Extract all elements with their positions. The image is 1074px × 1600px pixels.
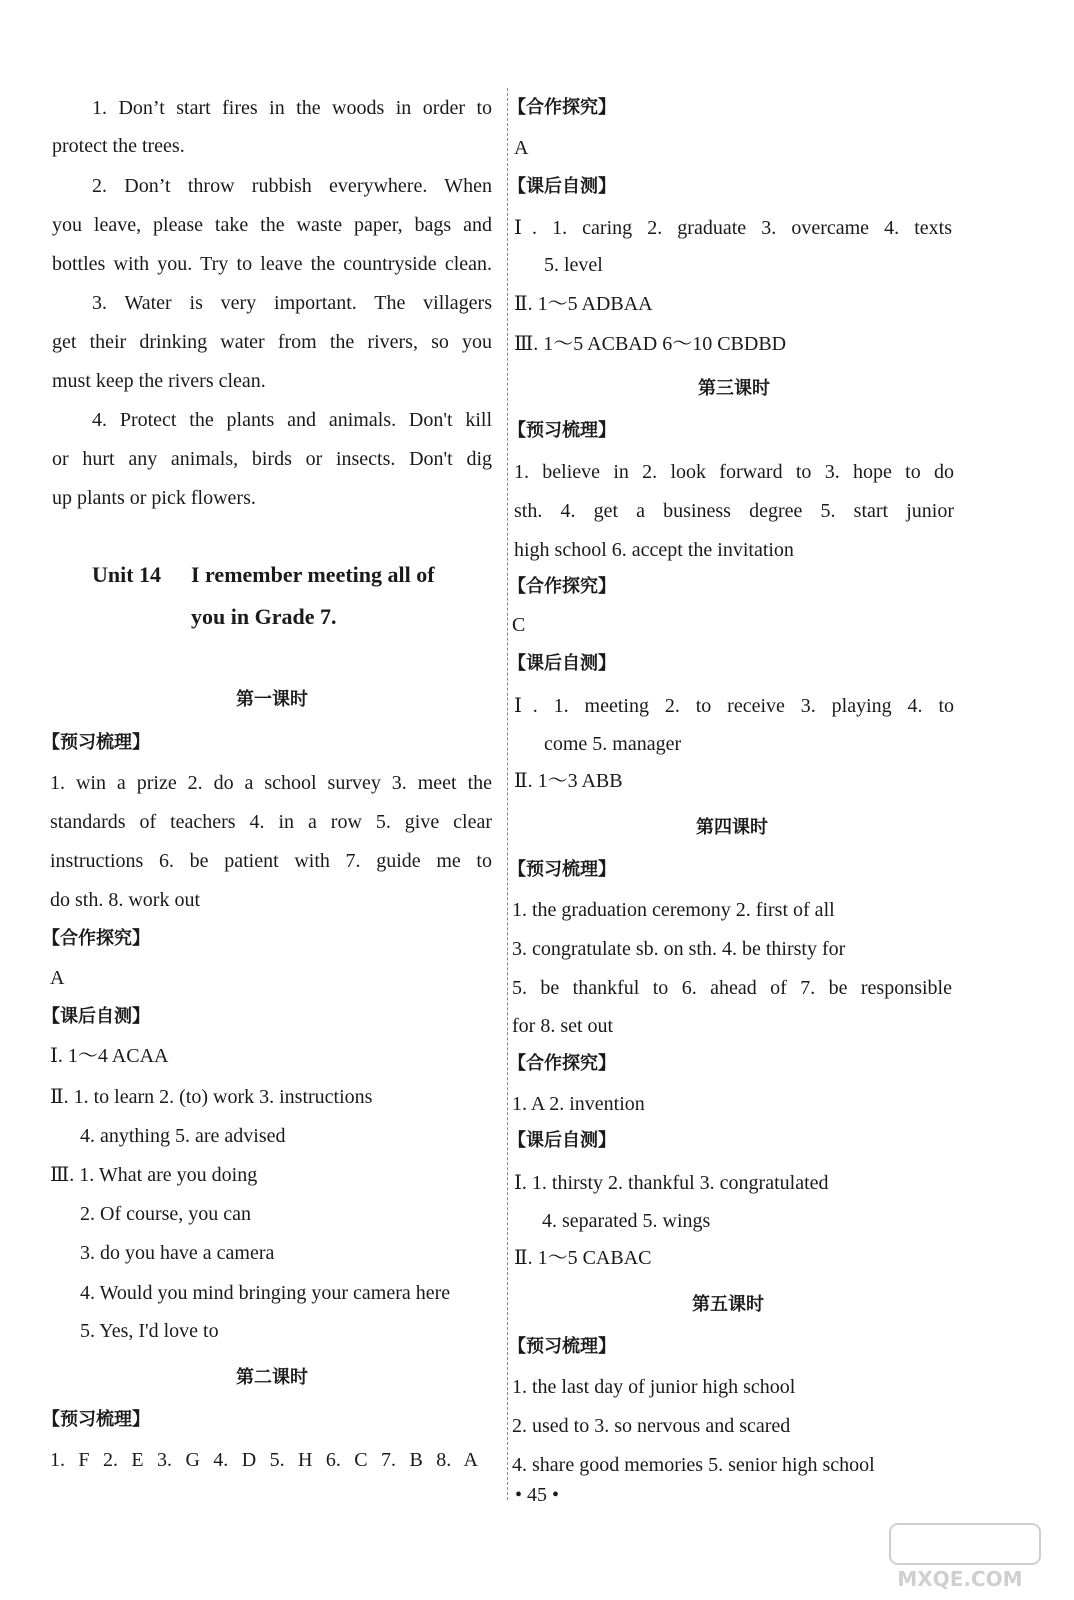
tip-4-line-1: 4. Protect the plants and animals. Don't kill: [92, 409, 492, 431]
lesson-5-preview-line-2: 2. used to 3. so nervous and scared: [512, 1415, 791, 1437]
lesson-2-test-line-2: 5. level: [544, 254, 603, 276]
lesson-3-coop-answer: C: [512, 614, 526, 636]
lesson-1-preview-line-1: 1. win a prize 2. do a school survey 3. meet the: [50, 772, 492, 794]
lesson-1-test-line-4: Ⅲ. 1. What are you doing: [50, 1164, 258, 1186]
lesson-3-test-label: 【课后自测】: [508, 653, 616, 674]
column-divider: [507, 88, 508, 1500]
lesson-1-title: 第一课时: [236, 689, 308, 710]
lesson-1-preview-label: 【预习梳理】: [42, 732, 150, 753]
tip-4-line-3: up plants or pick flowers.: [52, 487, 256, 509]
tip-2-line-3: bottles with you. Try to leave the countryside clean.: [52, 253, 492, 275]
lesson-1-preview-line-2: standards of teachers 4. in a row 5. give clear: [50, 811, 492, 833]
tip-1-line-2: protect the trees.: [52, 135, 185, 157]
tip-4-line-2: or hurt any animals, birds or insects. Don't dig: [52, 448, 492, 470]
lesson-4-title: 第四课时: [696, 817, 768, 838]
lesson-2-test-line-3: Ⅱ. 1～5 ADBAA: [514, 293, 653, 315]
lesson-4-test-line-2: 4. separated 5. wings: [542, 1210, 711, 1232]
lesson-5-preview-line-3: 4. share good memories 5. senior high school: [512, 1454, 875, 1476]
unit-title-line-1: I remember meeting all of: [191, 562, 435, 587]
tip-3-line-1: 3. Water is very important. The villagers: [92, 292, 492, 314]
lesson-4-test-label: 【课后自测】: [508, 1130, 616, 1151]
lesson-3-test-line-1: Ⅰ. 1. meeting 2. to receive 3. playing 4. to: [514, 695, 954, 717]
tip-2-line-2: you leave, please take the waste paper, bags and: [52, 214, 492, 236]
lesson-1-test-line-6: 3. do you have a camera: [80, 1242, 275, 1264]
lesson-4-test-line-3: Ⅱ. 1～5 CABAC: [514, 1247, 652, 1269]
lesson-1-coop-answer: A: [50, 967, 65, 989]
tip-2-line-1: 2. Don’t throw rubbish everywhere. When: [92, 175, 492, 197]
lesson-3-preview-line-2: sth. 4. get a business degree 5. start junior: [514, 500, 954, 522]
tip-1-line-1: 1. Don’t start fires in the woods in order to: [92, 97, 492, 119]
unit-title-line-2: you in Grade 7.: [191, 604, 337, 629]
lesson-2-test-line-4: Ⅲ. 1～5 ACBAD 6～10 CBDBD: [514, 333, 787, 355]
lesson-1-test-line-3: 4. anything 5. are advised: [80, 1125, 286, 1147]
lesson-1-test-label: 【课后自测】: [42, 1006, 150, 1027]
lesson-1-test-line-8: 5. Yes, I'd love to: [80, 1320, 219, 1342]
lesson-3-preview-line-1: 1. believe in 2. look forward to 3. hope to do: [514, 461, 954, 483]
lesson-2-test-label: 【课后自测】: [508, 176, 616, 197]
lesson-3-test-line-3: Ⅱ. 1～3 ABB: [514, 770, 623, 792]
lesson-3-preview-label: 【预习梳理】: [508, 420, 616, 441]
lesson-2-title: 第二课时: [236, 1367, 308, 1388]
lesson-2-coop-answer: A: [514, 137, 529, 159]
lesson-1-preview-line-3: instructions 6. be patient with 7. guide me to: [50, 850, 492, 872]
lesson-3-preview-line-3: high school 6. accept the invitation: [514, 539, 794, 561]
lesson-4-preview-line-1: 1. the graduation ceremony 2. first of all: [512, 899, 835, 921]
lesson-2-preview-line: 1. F 2. E 3. G 4. D 5. H 6. C 7. B 8. A: [50, 1449, 478, 1471]
unit-label: Unit 14: [92, 562, 162, 587]
watermark-logo: [860, 1522, 1060, 1592]
lesson-4-coop-answer: 1. A 2. invention: [512, 1093, 645, 1115]
lesson-1-test-line-1: Ⅰ. 1～4 ACAA: [50, 1045, 169, 1067]
lesson-3-coop-label: 【合作探究】: [508, 576, 616, 597]
lesson-4-coop-label: 【合作探究】: [508, 1053, 616, 1074]
lesson-5-preview-label: 【预习梳理】: [508, 1336, 616, 1357]
lesson-5-title: 第五课时: [692, 1294, 764, 1315]
lesson-5-preview-line-1: 1. the last day of junior high school: [512, 1376, 796, 1398]
lesson-4-preview-label: 【预习梳理】: [508, 859, 616, 880]
lesson-4-preview-line-3: 5. be thankful to 6. ahead of 7. be responsible: [512, 977, 952, 999]
lesson-2-preview-label: 【预习梳理】: [42, 1409, 150, 1430]
tip-3-line-2: get their drinking water from the rivers, so you: [52, 331, 492, 353]
lesson-1-test-line-2: Ⅱ. 1. to learn 2. (to) work 3. instructions: [50, 1086, 373, 1108]
lesson-1-test-line-5: 2. Of course, you can: [80, 1203, 252, 1225]
lesson-4-preview-line-2: 3. congratulate sb. on sth. 4. be thirsty for: [512, 938, 846, 960]
lesson-3-test-line-2: come 5. manager: [544, 733, 682, 755]
lesson-4-test-line-1: Ⅰ. 1. thirsty 2. thankful 3. congratulated: [514, 1172, 829, 1194]
lesson-1-coop-label: 【合作探究】: [42, 928, 150, 949]
lesson-2-test-line-1: Ⅰ. 1. caring 2. graduate 3. overcame 4. texts: [514, 217, 952, 239]
lesson-1-preview-line-4: do sth. 8. work out: [50, 889, 200, 911]
lesson-2-coop-label: 【合作探究】: [508, 97, 616, 118]
lesson-3-title: 第三课时: [698, 378, 770, 399]
watermark-text: MXQE.COM: [897, 1567, 1023, 1591]
tip-3-line-3: must keep the rivers clean.: [52, 370, 266, 392]
page-number: • 45 •: [514, 1484, 559, 1506]
lesson-1-test-line-7: 4. Would you mind bringing your camera here: [80, 1282, 451, 1304]
lesson-4-preview-line-4: for 8. set out: [512, 1015, 614, 1037]
